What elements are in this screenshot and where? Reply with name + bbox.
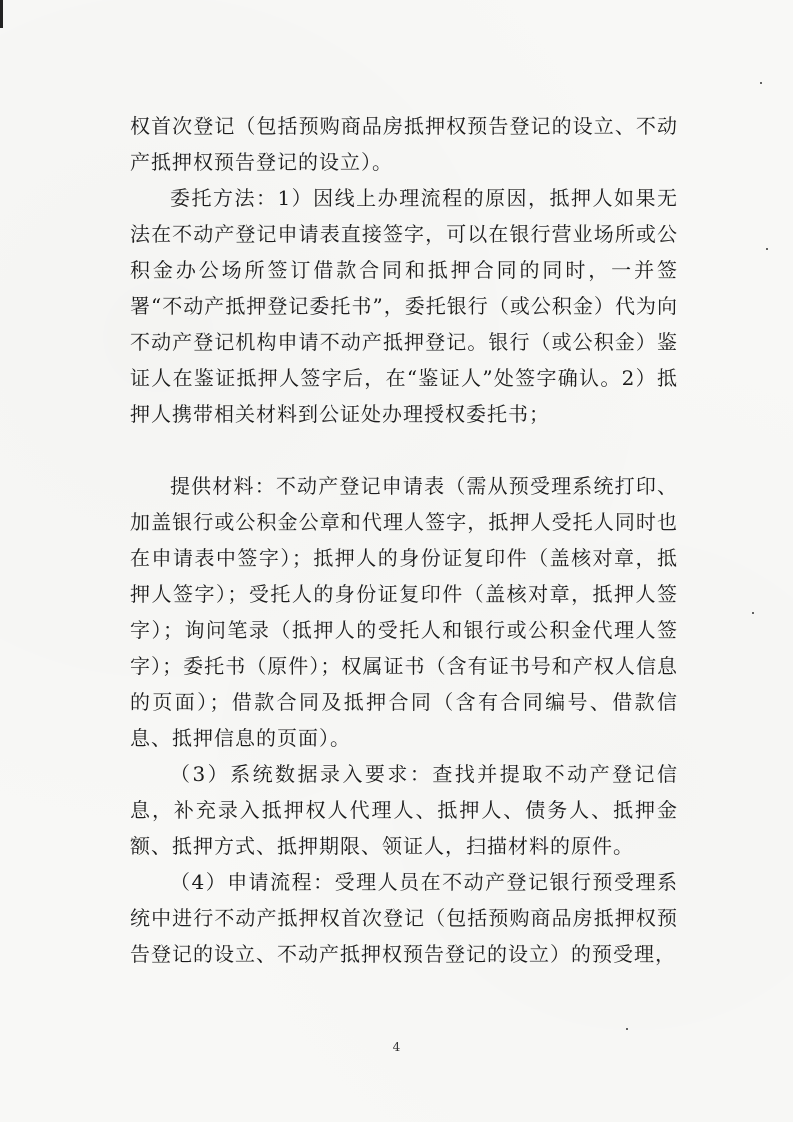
scan-dot [626, 1028, 628, 1030]
page-number: 4 [392, 1040, 401, 1054]
paragraph-gap [130, 432, 678, 468]
scan-dot [760, 82, 762, 84]
paragraph-data-entry-requirements: （3）系统数据录入要求：查找并提取不动产登记信息，补充录入抵押权人代理人、抵押人、债务人、抵押金额、抵押方式、抵押期限、领证人，扫描材料的原件。 [130, 762, 678, 858]
paragraph-application-process: （4）申请流程：受理人员在不动产登记银行预受理系统中进行不动产抵押权首次登记（包括预购商品房抵押权预告登记的设立、不动产抵押权预告登记的设立）的预受理， [130, 870, 678, 966]
scan-edge-mark [0, 0, 3, 28]
scan-dot [766, 248, 768, 250]
paragraph-required-materials: 提供材料：不动产登记申请表（需从预受理系统打印、加盖银行或公积金公章和代理人签字，抵押人受托人同时也在申请表中签字）；抵押人的身份证复印件（盖核对章，抵押人签字）；受托人的身份证复印件（盖核对章，抵押人签字）；询问笔录（抵押人的受托人和银行或公积金代理人签字）；委托书（原件）；权属证书（含有证书号和产权人信息的页面）；借款合同及抵押合同（含有合同编号、借款信息、抵押信息的页面）。 [130, 474, 678, 750]
paragraph-delegation-method: 委托方法：1）因线上办理流程的原因，抵押人如果无法在不动产登记申请表直接签字，可以在银行营业场所或公积金办公场所签订借款合同和抵押合同的同时，一并签署“不动产抵押登记委托书”，委托银行（或公积金）代为向不动产登记机构申请不动产抵押登记。银行（或公积金）鉴证人在鉴证抵押人签字后，在“鉴证人”处签字确认。2）抵押人携带相关材料到公证处办理授权委托书； [130, 186, 678, 426]
paragraph-continuation: 权首次登记（包括预购商品房抵押权预告登记的设立、不动产抵押权预告登记的设立）。 [130, 114, 678, 174]
scan-dot [752, 612, 754, 614]
document-body [130, 108, 678, 972]
